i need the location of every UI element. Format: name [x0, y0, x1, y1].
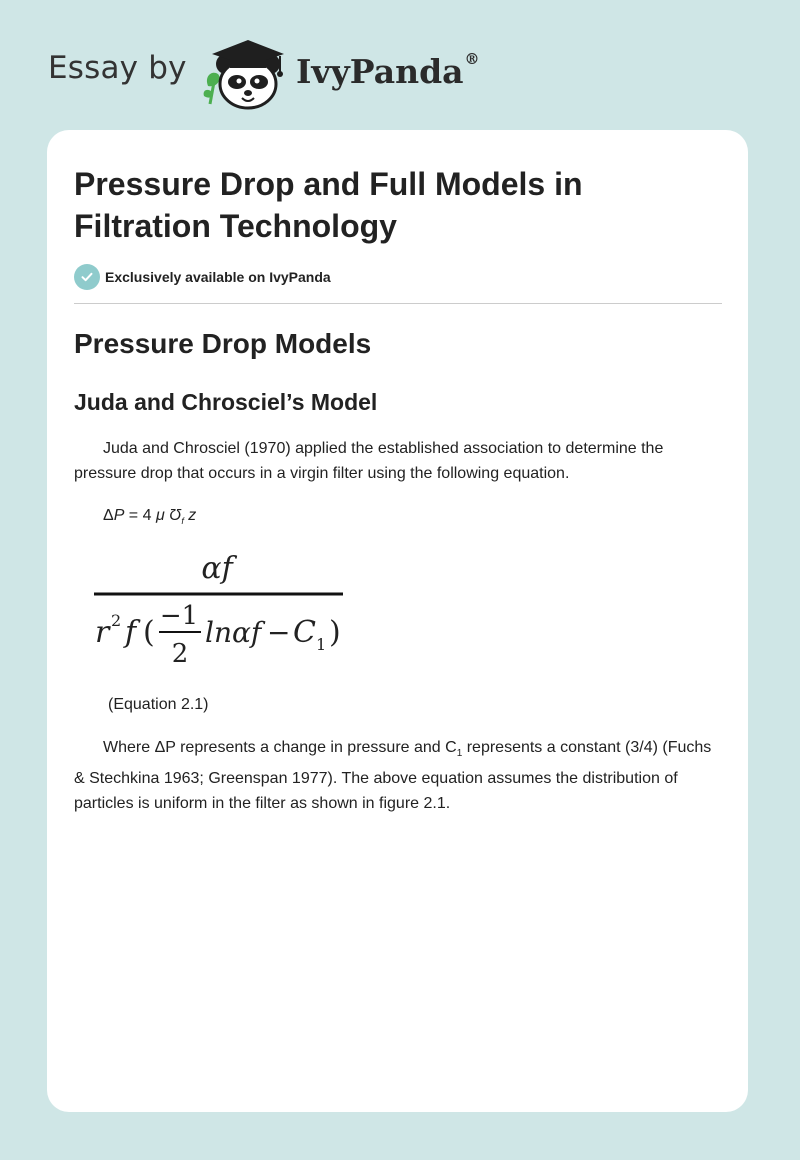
- eq-sub: f: [181, 516, 184, 527]
- section-heading: Pressure Drop Models: [74, 328, 372, 359]
- eq-delta: Δ: [103, 507, 114, 524]
- paragraph-explanation: [74, 735, 714, 816]
- brand-name-text: IvyPanda: [296, 52, 464, 91]
- divider: [74, 303, 722, 304]
- exclusive-label: Exclusively available on IvyPanda: [105, 269, 331, 285]
- formula-r-exp: 2: [111, 611, 122, 630]
- paragraph-2-subscript: 1: [456, 748, 463, 760]
- formula-frac-den: 2: [171, 639, 189, 669]
- eq-z: z: [188, 507, 197, 524]
- paragraph-2-part-b: represents a constant (3/4) (Fuchs & Stechkina 1963; Greenspan 1977). The above equation assumes the distribution of particles is uniform in the filter as shown in figure 2.1.: [74, 739, 712, 813]
- formula-close-paren: ): [329, 615, 341, 650]
- brand-name: [296, 52, 480, 91]
- eq-lhs: P: [113, 507, 125, 524]
- equation-fraction: [87, 538, 357, 670]
- check-icon: [74, 264, 100, 290]
- registered-mark: ®: [464, 50, 480, 68]
- subsection-heading: Juda and Chrosciel’s Model: [74, 389, 378, 415]
- formula-c: C: [293, 615, 316, 650]
- formula-frac-num: −1: [159, 601, 199, 631]
- formula-minus: −: [267, 616, 291, 649]
- formula-open-paren: (: [143, 615, 155, 650]
- equation-inline: [103, 505, 196, 532]
- essay-card: [47, 130, 748, 1112]
- formula-c-sub: 1: [316, 635, 327, 654]
- panda-logo-icon: [200, 34, 292, 110]
- page-title: Pressure Drop and Full Models in Filtration Technology: [74, 166, 583, 244]
- equation-label: (Equation 2.1): [108, 696, 209, 713]
- exclusive-badge: [74, 264, 331, 290]
- formula-r: r: [95, 615, 110, 650]
- brand-header[interactable]: [48, 30, 488, 110]
- paragraph-2-part-a: Where ΔP represents a change in pressure and C: [103, 739, 457, 756]
- formula-f: f: [125, 615, 137, 650]
- formula-ln: lnαf: [205, 616, 262, 649]
- eq-upsilon: Ʊ: [169, 507, 182, 524]
- eq-equals: = 4: [124, 507, 156, 524]
- brand-prefix: Essay by: [48, 50, 187, 86]
- eq-mu: μ: [155, 507, 165, 524]
- formula-numerator: αf: [201, 551, 233, 586]
- paragraph-intro: Juda and Chrosciel (1970) applied the established association to determine the pressure drop that occurs in a virgin filter using the following equation.: [74, 440, 664, 482]
